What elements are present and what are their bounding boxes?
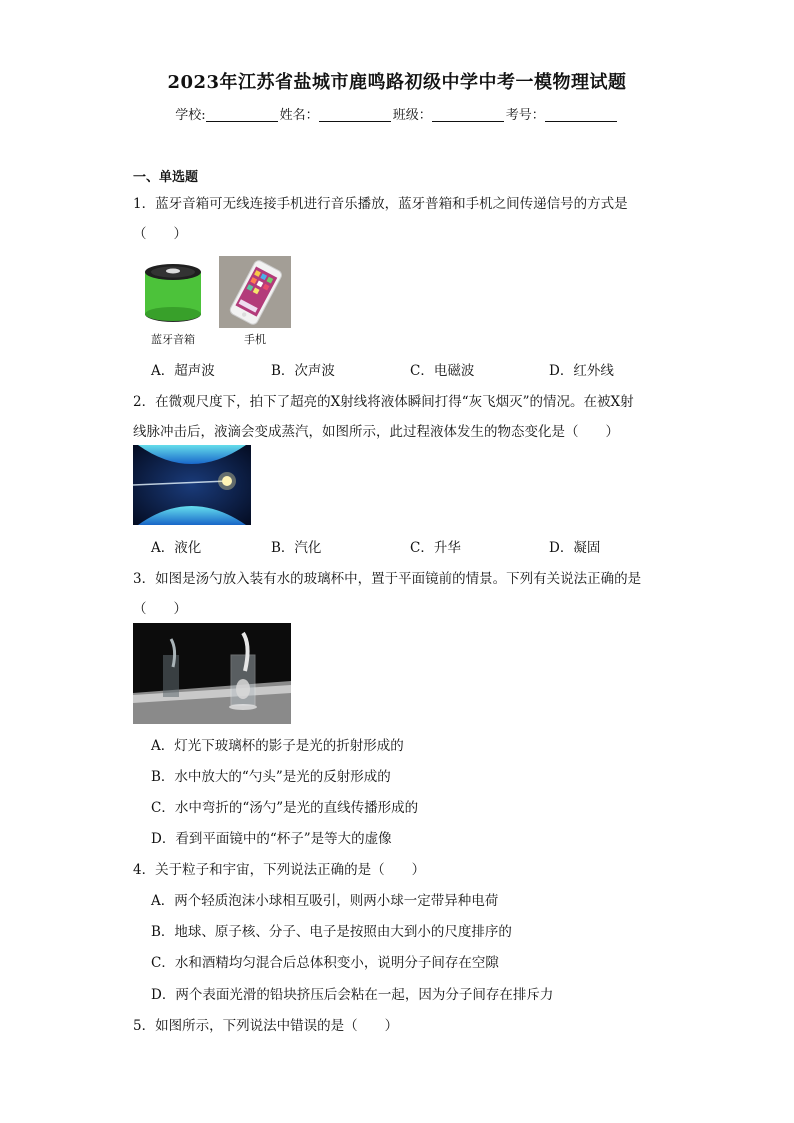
school-blank: [206, 107, 278, 122]
question-2-line-1: 2．在微观尺度下，拍下了超亮的X射线将液体瞬间打得“灰飞烟灭”的情况。在被X射: [133, 394, 634, 410]
page-title: 2023年江苏省盐城市鹿鸣路初级中学中考一模物理试题: [167, 72, 627, 93]
q1-option-c: C．电磁波: [410, 363, 475, 379]
q4-option-d: D．两个表面光滑的铅块挤压后会粘在一起，因为分子间存在排斥力: [151, 987, 554, 1003]
q2-option-c: C．升华: [410, 540, 461, 556]
question-3-line-1: 3．如图是汤勺放入装有水的玻璃杯中，置于平面镜前的情景。下列有关说法正确的是: [133, 571, 642, 587]
x-ray-droplet-image: [133, 445, 251, 525]
q4-option-c: C．水和酒精均匀混合后总体积变小，说明分子间存在空隙: [151, 955, 499, 971]
q3-option-b: B．水中放大的“勺头”是光的反射形成的: [151, 769, 391, 785]
q4-option-b: B．地球、原子核、分子、电子是按照由大到小的尺度排序的: [151, 924, 512, 940]
q2-option-a: A．液化: [151, 540, 202, 556]
exam-no-blank: [545, 107, 617, 122]
q4-option-a: A．两个轻质泡沫小球相互吸引，则两小球一定带异种电荷: [151, 893, 499, 909]
q3-option-a: A．灯光下玻璃杯的影子是光的折射形成的: [151, 738, 404, 754]
bluetooth-speaker-image: [135, 254, 211, 330]
smartphone-image: [219, 256, 291, 328]
q3-option-c: C．水中弯折的“汤勺”是光的直线传播形成的: [151, 800, 419, 816]
class-blank: [432, 107, 504, 122]
question-1-line-1: 1．蓝牙音箱可无线连接手机进行音乐播放，蓝牙普箱和手机之间传递信号的方式是: [133, 196, 628, 212]
question-4-line-1: 4．关于粒子和宇宙，下列说法正确的是（ ）: [133, 862, 426, 878]
q2-option-b: B．汽化: [271, 540, 322, 556]
q1-option-b: B．次声波: [271, 363, 335, 379]
school-label: 学校:: [175, 108, 206, 123]
question-5-line-1: 5．如图所示，下列说法中错误的是（ ）: [133, 1018, 399, 1034]
caption-speaker: 蓝牙音箱: [151, 333, 195, 346]
spoon-glass-mirror-image: [133, 623, 291, 724]
student-info-line: [0, 104, 794, 123]
exam-no-label: 考号：: [505, 108, 545, 123]
q1-option-d: D．红外线: [549, 363, 614, 379]
name-label: 姓名：: [279, 108, 319, 123]
question-3-line-2: （ ）: [133, 601, 187, 617]
q3-option-d: D．看到平面镜中的“杯子”是等大的虚像: [151, 831, 392, 847]
q2-option-d: D．凝固: [549, 540, 601, 556]
question-2-line-2: 线脉冲击后，液滴会变成蒸汽，如图所示，此过程液体发生的物态变化是（ ）: [133, 424, 619, 440]
q1-option-a: A．超声波: [151, 363, 215, 379]
section-title: 一、单选题: [133, 170, 199, 185]
caption-phone: 手机: [244, 333, 266, 346]
name-blank: [319, 107, 391, 122]
class-label: 班级：: [392, 108, 432, 123]
question-1-line-2: （ ）: [133, 226, 187, 242]
